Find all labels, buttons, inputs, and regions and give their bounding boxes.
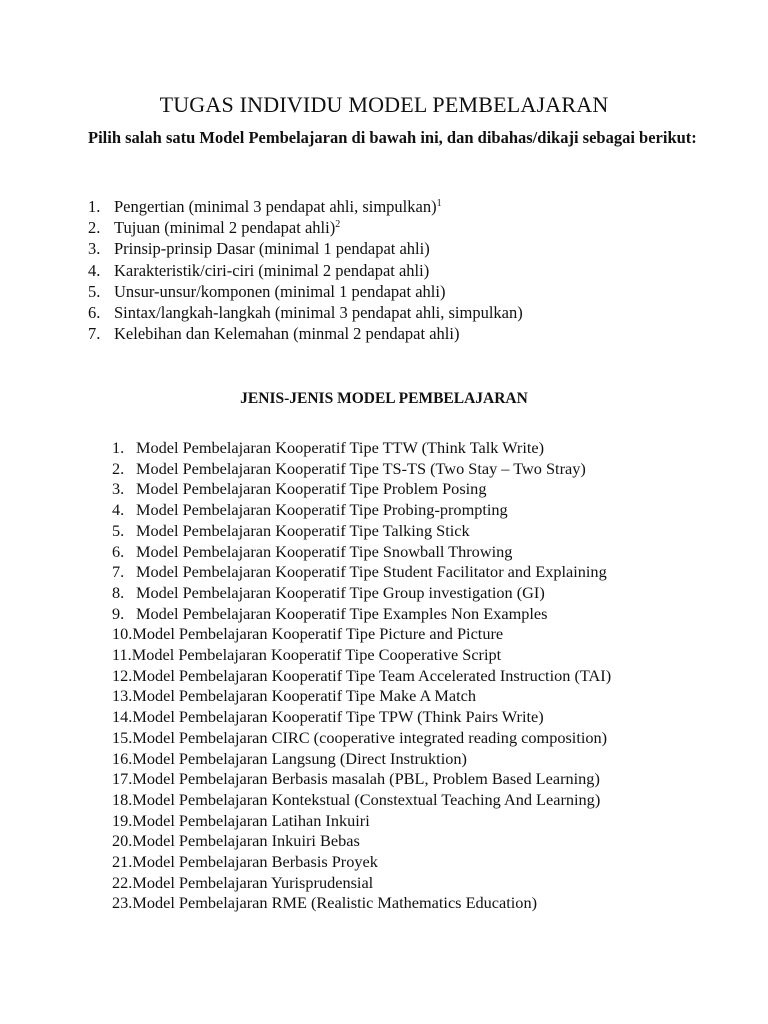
- model-item: [112, 479, 752, 500]
- model-text: Model Pembelajaran Berbasis masalah (PBL, Problem Based Learning): [132, 769, 600, 789]
- model-number: 6.: [112, 541, 125, 561]
- criteria-text: Karakteristik/ciri-ciri (minimal 2 pendapat ahli): [114, 260, 430, 280]
- model-text: Model Pembelajaran Kooperatif Tipe Problem Posing: [136, 479, 487, 499]
- model-item: [112, 666, 752, 687]
- criteria-text: Kelebihan dan Kelemahan (minmal 2 pendapat ahli): [114, 324, 460, 344]
- model-item: [112, 852, 752, 873]
- criteria-number: 5.: [88, 281, 101, 301]
- document-title: TUGAS INDIVIDU MODEL PEMBELAJARAN: [159, 92, 609, 117]
- model-item: [112, 624, 752, 645]
- model-text: Model Pembelajaran Latihan Inkuiri: [132, 810, 370, 830]
- criteria-item: [88, 196, 728, 217]
- model-number: 23.: [112, 893, 133, 913]
- model-text: Model Pembelajaran Kooperatif Tipe Examples Non Examples: [136, 603, 548, 623]
- criteria-number: 1.: [88, 197, 101, 216]
- model-number: 3.: [112, 479, 125, 499]
- model-item: [112, 583, 752, 604]
- model-item: [112, 438, 752, 459]
- model-item: [112, 707, 752, 728]
- criteria-item: [88, 260, 728, 281]
- instruction-text: Pilih salah satu Model Pembelajaran di bawah ini, dan dibahas/dikaji sebagai berikut:: [88, 128, 697, 147]
- model-text: Model Pembelajaran Kooperatif Tipe TTW (Think Talk Write): [136, 438, 545, 457]
- model-number: 8.: [112, 582, 125, 602]
- model-item: [112, 831, 752, 852]
- model-text: Model Pembelajaran CIRC (cooperative integrated reading composition): [132, 727, 608, 747]
- model-number: 18.: [112, 789, 133, 809]
- model-number: 1.: [112, 438, 125, 457]
- model-text: Model Pembelajaran Kooperatif Tipe Team Accelerated Instruction (TAI): [132, 665, 612, 685]
- criteria-item: [88, 238, 728, 259]
- model-text: Model Pembelajaran Langsung (Direct Instruktion): [132, 748, 467, 768]
- model-number: 16.: [112, 748, 133, 768]
- model-item: [112, 521, 752, 542]
- criteria-item: [88, 281, 728, 302]
- model-item: [112, 542, 752, 563]
- criteria-number: 2.: [88, 218, 101, 238]
- model-item: [112, 769, 752, 790]
- criteria-text: Pengertian (minimal 3 pendapat ahli, simpulkan): [114, 197, 437, 216]
- criteria-text: Prinsip-prinsip Dasar (minimal 1 pendapat ahli): [114, 239, 430, 259]
- model-item: [112, 893, 752, 914]
- model-item: [112, 645, 752, 666]
- model-number: 13.: [112, 686, 133, 706]
- model-number: 20.: [112, 831, 133, 851]
- criteria-number: 3.: [88, 239, 101, 259]
- model-number: 22.: [112, 872, 133, 892]
- model-item: [112, 500, 752, 521]
- model-text: Model Pembelajaran Kooperatif Tipe Snowball Throwing: [136, 541, 513, 561]
- model-item: [112, 749, 752, 770]
- model-text: Model Pembelajaran Kooperatif Tipe Talking Stick: [136, 520, 470, 540]
- model-number: 12.: [112, 665, 133, 685]
- criteria-item: [88, 217, 728, 238]
- criteria-number: 6.: [88, 303, 101, 323]
- model-number: 17.: [112, 769, 133, 789]
- model-item: [112, 873, 752, 894]
- model-item: [112, 811, 752, 832]
- model-item: [112, 562, 752, 583]
- criteria-item: [88, 323, 728, 344]
- model-number: 14.: [112, 707, 133, 727]
- footnote-marker: 1: [436, 198, 442, 209]
- criteria-text: Unsur-unsur/komponen (minimal 1 pendapat ahli): [114, 281, 446, 301]
- model-text: Model Pembelajaran Kooperatif Tipe Student Facilitator and Explaining: [136, 562, 607, 582]
- model-number: 9.: [112, 603, 125, 623]
- criteria-item: [88, 302, 728, 323]
- model-text: Model Pembelajaran Kooperatif Tipe Picture and Picture: [132, 624, 504, 644]
- model-item: [112, 459, 752, 480]
- section-subtitle: JENIS-JENIS MODEL PEMBELAJARAN: [240, 390, 528, 407]
- model-text: Model Pembelajaran RME (Realistic Mathematics Education): [132, 893, 538, 913]
- model-text: Model Pembelajaran Inkuiri Bebas: [132, 831, 360, 851]
- model-item: [112, 604, 752, 625]
- model-number: 7.: [112, 562, 125, 582]
- model-number: 19.: [112, 810, 133, 830]
- model-text: Model Pembelajaran Kooperatif Tipe Group investigation (GI): [136, 582, 545, 602]
- model-text: Model Pembelajaran Berbasis Proyek: [132, 852, 378, 872]
- model-text: Model Pembelajaran Kooperatif Tipe TPW (Think Pairs Write): [132, 707, 544, 727]
- model-number: 4.: [112, 500, 125, 520]
- criteria-list: [88, 196, 728, 344]
- footnote-marker: 2: [335, 219, 341, 231]
- model-text: Model Pembelajaran Yurisprudensial: [132, 872, 374, 892]
- model-number: 11.: [112, 645, 132, 665]
- model-text: Model Pembelajaran Kooperatif Tipe Cooperative Script: [131, 645, 502, 665]
- model-text: Model Pembelajaran Kooperatif Tipe Make A Match: [132, 686, 477, 706]
- models-list: [112, 438, 752, 914]
- criteria-text: Tujuan (minimal 2 pendapat ahli): [114, 218, 336, 238]
- model-item: [112, 790, 752, 811]
- model-text: Model Pembelajaran Kontekstual (Constextual Teaching And Learning): [132, 789, 601, 809]
- model-number: 10.: [112, 624, 133, 644]
- model-number: 21.: [112, 852, 133, 872]
- model-number: 15.: [112, 727, 133, 747]
- model-number: 2.: [112, 458, 125, 478]
- criteria-number: 4.: [88, 260, 101, 280]
- criteria-number: 7.: [88, 324, 101, 344]
- model-item: [112, 728, 752, 749]
- model-text: Model Pembelajaran Kooperatif Tipe TS-TS (Two Stay – Two Stray): [136, 458, 586, 478]
- criteria-text: Sintax/langkah-langkah (minimal 3 pendapat ahli, simpulkan): [114, 303, 523, 323]
- model-item: [112, 686, 752, 707]
- model-text: Model Pembelajaran Kooperatif Tipe Probing-prompting: [136, 500, 508, 520]
- model-number: 5.: [112, 520, 125, 540]
